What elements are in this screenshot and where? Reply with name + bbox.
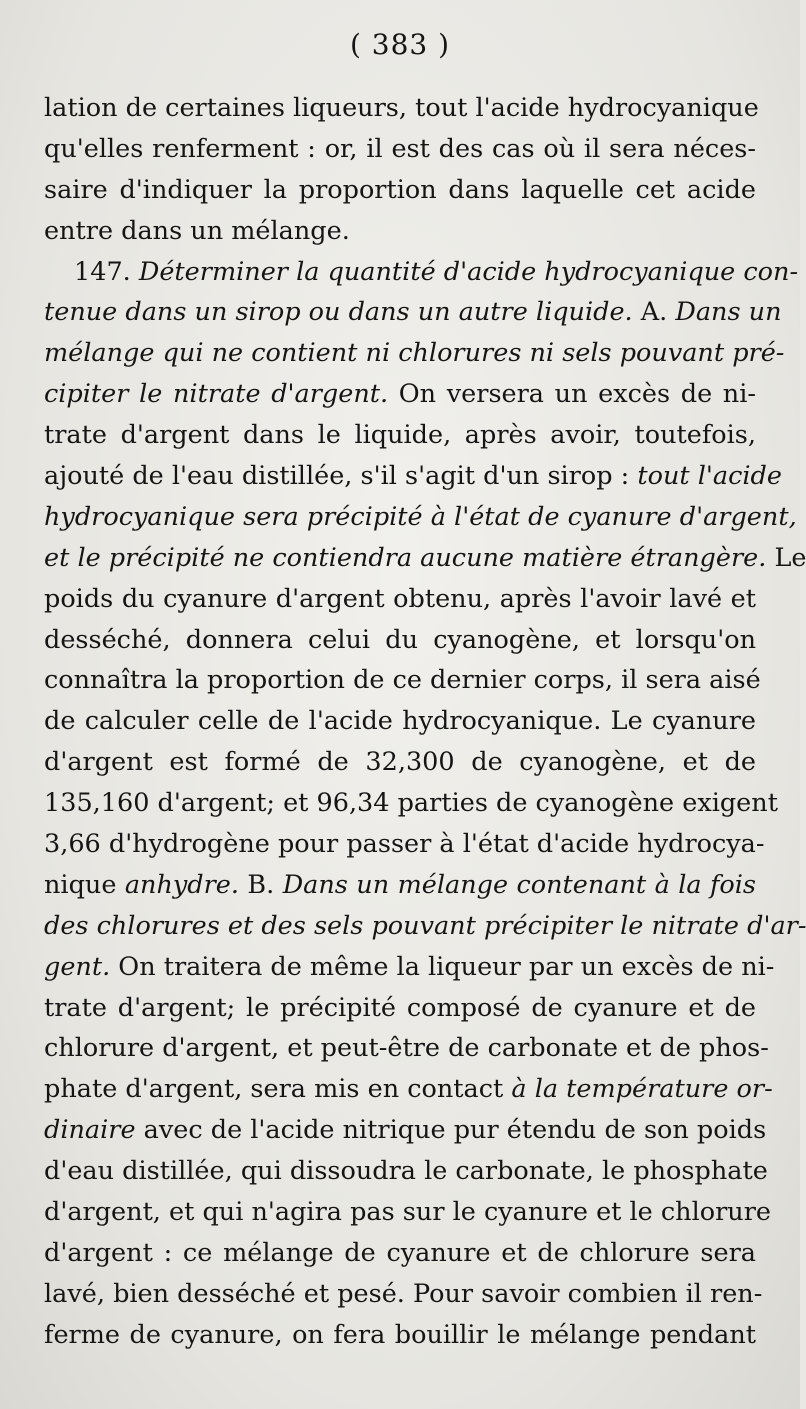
text-line [44,1151,768,1192]
text-line [44,701,756,742]
text-segment: trate d'argent; le précipité composé de cyanure et de [44,992,756,1023]
text-line [44,538,806,579]
text-segment: B. [239,869,283,900]
text-segment: connaîtra la proportion de ce dernier corps, il sera aisé [44,665,761,696]
text-line [44,947,775,988]
text-line [44,1069,773,1110]
text-segment: d'argent est formé de 32,300 de cyanogène, et de [44,747,756,778]
text-line [44,292,782,333]
text-line [44,906,806,947]
text-segment: nique [44,869,125,900]
text-segment: entre dans un mélange. [44,215,350,246]
italic-text-segment: Dans un [675,297,782,328]
text-line [44,742,756,783]
italic-text-segment: et le précipité ne contiendra aucune matière étrangère. [44,542,767,573]
text-line [44,620,756,661]
text-line [44,579,756,620]
text-segment: 3,66 d'hydrogène pour passer à l'état d'acide hydrocya- [44,829,765,860]
italic-text-segment: mélange qui ne contient ni chlorures ni sels pouvant pré- [44,338,785,369]
text-line [44,252,799,293]
italic-text-segment: cipiter le nitrate d'argent. [44,379,389,410]
italic-text-segment: Déterminer la quantité d'acide hydrocyanique con- [138,256,799,287]
text-segment: On versera un excès de ni- [388,379,757,410]
text-line [44,1028,769,1069]
page-number: ( 383 ) [349,28,451,61]
italic-text-segment: hydrocyanique sera précipité à l'état de cyanure d'argent, [44,501,797,532]
text-line [44,988,756,1029]
text-segment: On traitera de même la liqueur par un excès de ni- [110,951,775,982]
text-segment: A. [632,297,676,328]
italic-text-segment: à la température or- [511,1074,773,1105]
text-segment: d'argent, et qui n'agira pas sur le cyanure et le chlorure [44,1197,771,1228]
text-line [44,415,756,456]
text-segment: avec de l'acide nitrique pur étendu de son poids [135,1115,767,1146]
text-segment: chlorure d'argent, et peut-être de carbonate et de phos- [44,1033,769,1064]
italic-text-segment: des chlorures et des sels pouvant précipiter le nitrate d'ar- [44,910,806,941]
text-segment: ferme de cyanure, on fera bouillir le mélange pendant [44,1319,756,1350]
text-segment: ajouté de l'eau distillée, s'il s'agit d'un sirop : [44,461,638,492]
text-line [44,865,756,906]
text-line [44,497,797,538]
text-line [44,129,756,170]
text-segment: saire d'indiquer la proportion dans laquelle cet acide [44,174,756,205]
text-line [44,660,761,701]
text-segment: lavé, bien desséché et pesé. Pour savoir combien il ren- [44,1278,763,1309]
italic-text-segment: dinaire [44,1115,136,1146]
text-line [44,824,765,865]
italic-text-segment: gent. [44,951,111,982]
text-segment: Le [766,542,806,573]
text-segment: 135,160 d'argent; et 96,34 parties de cyanogène exigent [44,788,778,819]
text-segment: phate d'argent, sera mis en contact [44,1074,512,1105]
text-line [44,1192,771,1233]
text-line [44,1233,756,1274]
text-line [44,1110,767,1151]
text-line [44,333,785,374]
text-segment: desséché, donnera celui du cyanogène, et lorsqu'on [44,624,756,655]
text-line [44,783,778,824]
text-line [44,374,756,415]
text-line [44,88,759,129]
text-segment: trate d'argent dans le liquide, après avoir, toutefois, [44,420,756,451]
italic-text-segment: tenue dans un sirop ou dans un autre liquide. [44,297,633,328]
text-line [44,211,756,252]
italic-text-segment: anhydre. [124,869,240,900]
text-line [44,170,756,211]
body-text [44,88,806,1356]
italic-text-segment: tout l'acide [637,461,782,492]
text-segment: poids du cyanure d'argent obtenu, après l'avoir lavé et [44,583,756,614]
italic-text-segment: Dans un mélange contenant à la fois [282,869,757,900]
text-line [44,1274,763,1315]
text-line [44,1315,756,1356]
text-segment: d'eau distillée, qui dissoudra le carbonate, le phosphate [44,1156,768,1187]
text-segment: 147. [74,256,139,287]
text-segment: de calculer celle de l'acide hydrocyanique. Le cyanure [44,706,756,737]
text-segment: d'argent : ce mélange de cyanure et de chlorure sera [44,1237,756,1268]
text-segment: lation de certaines liqueurs, tout l'acide hydrocyanique [44,93,759,123]
text-line [44,456,782,497]
text-segment: qu'elles renferment : or, il est des cas où il sera néces- [44,133,756,164]
